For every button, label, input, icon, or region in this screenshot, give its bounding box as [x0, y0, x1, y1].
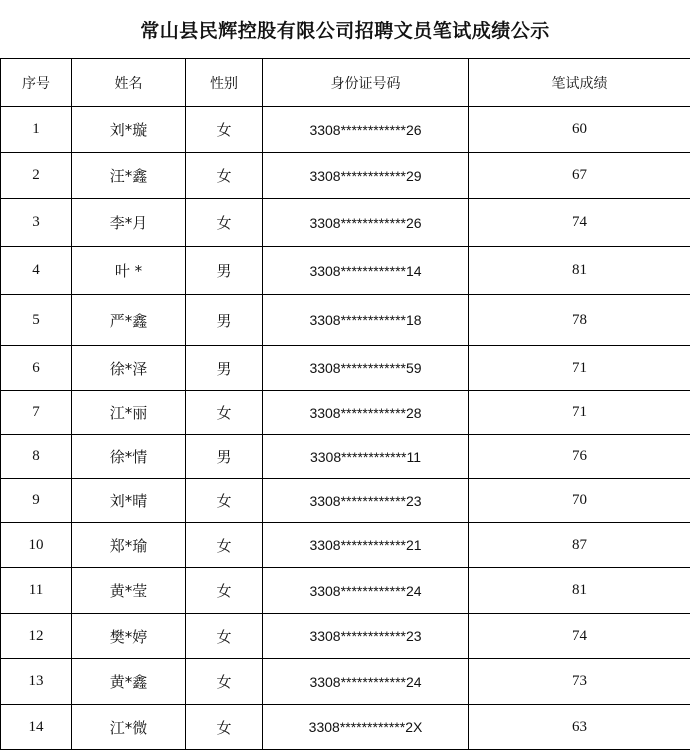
cell-name: 黄*鑫	[72, 659, 186, 705]
cell-id: 3308************11	[263, 435, 469, 479]
table-row	[1, 153, 690, 199]
cell-name: 汪*鑫	[72, 153, 186, 199]
cell-gender: 女	[186, 705, 263, 750]
cell-no: 6	[1, 346, 72, 391]
table-row	[1, 247, 690, 295]
cell-score: 63	[469, 705, 690, 750]
cell-gender: 女	[186, 153, 263, 199]
table-row	[1, 705, 690, 750]
cell-no: 13	[1, 659, 72, 705]
cell-score: 70	[469, 479, 690, 523]
cell-score: 81	[469, 568, 690, 614]
cell-no: 1	[1, 107, 72, 153]
page-title: 常山县民辉控股有限公司招聘文员笔试成绩公示	[140, 19, 550, 42]
cell-id: 3308************29	[263, 153, 469, 199]
header-name: 姓名	[72, 59, 186, 107]
cell-name: 李*月	[72, 199, 186, 247]
cell-id: 3308************23	[263, 614, 469, 659]
cell-id: 3308************26	[263, 107, 469, 153]
cell-score: 87	[469, 523, 690, 568]
table-row	[1, 435, 690, 479]
table-row	[1, 391, 690, 435]
cell-score: 81	[469, 247, 690, 295]
cell-name: 黄*莹	[72, 568, 186, 614]
cell-gender: 女	[186, 199, 263, 247]
cell-no: 11	[1, 568, 72, 614]
cell-no: 5	[1, 295, 72, 346]
cell-id: 3308************23	[263, 479, 469, 523]
cell-no: 12	[1, 614, 72, 659]
cell-gender: 男	[186, 346, 263, 391]
cell-score: 71	[469, 346, 690, 391]
cell-name: 徐*泽	[72, 346, 186, 391]
cell-gender: 男	[186, 435, 263, 479]
table-row	[1, 479, 690, 523]
cell-name: 郑*瑜	[72, 523, 186, 568]
cell-name: 严*鑫	[72, 295, 186, 346]
cell-score: 60	[469, 107, 690, 153]
cell-id: 3308************24	[263, 568, 469, 614]
cell-name: 刘*璇	[72, 107, 186, 153]
cell-score: 67	[469, 153, 690, 199]
header-gender: 性别	[186, 59, 263, 107]
cell-score: 71	[469, 391, 690, 435]
cell-id: 3308************18	[263, 295, 469, 346]
cell-no: 3	[1, 199, 72, 247]
header-score: 笔试成绩	[469, 59, 690, 107]
cell-no: 4	[1, 247, 72, 295]
header-no: 序号	[1, 59, 72, 107]
cell-gender: 男	[186, 247, 263, 295]
cell-no: 2	[1, 153, 72, 199]
cell-gender: 女	[186, 479, 263, 523]
cell-score: 76	[469, 435, 690, 479]
cell-no: 8	[1, 435, 72, 479]
table-row	[1, 346, 690, 391]
cell-no: 10	[1, 523, 72, 568]
score-table	[0, 58, 690, 750]
header-id: 身份证号码	[263, 59, 469, 107]
cell-gender: 女	[186, 568, 263, 614]
cell-id: 3308************14	[263, 247, 469, 295]
table-row	[1, 659, 690, 705]
cell-id: 3308************59	[263, 346, 469, 391]
cell-id: 3308************21	[263, 523, 469, 568]
cell-score: 73	[469, 659, 690, 705]
table-row	[1, 295, 690, 346]
cell-name: 江*丽	[72, 391, 186, 435]
cell-no: 14	[1, 705, 72, 750]
cell-score: 74	[469, 199, 690, 247]
cell-gender: 男	[186, 295, 263, 346]
cell-score: 78	[469, 295, 690, 346]
cell-id: 3308************2X	[263, 705, 469, 750]
cell-gender: 女	[186, 523, 263, 568]
cell-id: 3308************26	[263, 199, 469, 247]
cell-id: 3308************24	[263, 659, 469, 705]
cell-gender: 女	[186, 107, 263, 153]
cell-gender: 女	[186, 614, 263, 659]
cell-id: 3308************28	[263, 391, 469, 435]
cell-name: 刘*晴	[72, 479, 186, 523]
cell-no: 7	[1, 391, 72, 435]
cell-name: 徐*情	[72, 435, 186, 479]
header-row	[1, 59, 690, 107]
cell-no: 9	[1, 479, 72, 523]
cell-score: 74	[469, 614, 690, 659]
cell-gender: 女	[186, 659, 263, 705]
table-row	[1, 523, 690, 568]
cell-name: 叶 *	[72, 247, 186, 295]
cell-gender: 女	[186, 391, 263, 435]
table-row	[1, 614, 690, 659]
cell-name: 樊*婷	[72, 614, 186, 659]
table-row	[1, 568, 690, 614]
table-row	[1, 107, 690, 153]
table-row	[1, 199, 690, 247]
cell-name: 江*微	[72, 705, 186, 750]
